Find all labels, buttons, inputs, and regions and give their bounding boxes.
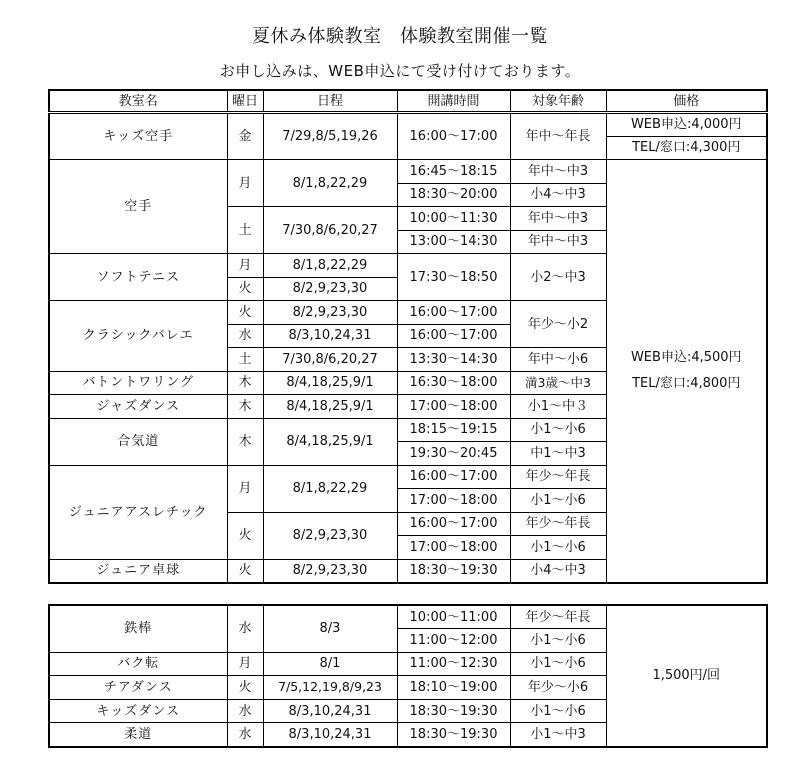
schedule-table-secondary	[48, 604, 768, 748]
class-name: 空手	[49, 160, 227, 254]
class-day: 火	[227, 512, 263, 559]
class-time: 11:00～12:30	[397, 652, 510, 676]
class-dates: 8/1	[263, 652, 397, 676]
page-title: 夏休み体験教室 体験教室開催一覧	[252, 26, 548, 47]
price-group-main	[606, 160, 767, 583]
class-time: 10:00～11:30	[397, 207, 510, 231]
class-name: ジャズダンス	[49, 395, 227, 419]
class-time: 11:00～12:00	[397, 629, 510, 653]
class-day: 水	[227, 324, 263, 348]
class-name: ジュニア卓球	[49, 559, 227, 583]
class-age: 小2～中3	[510, 254, 606, 301]
header-day: 曜日	[227, 90, 263, 113]
class-time: 17:00～18:00	[397, 489, 510, 513]
class-time: 13:00～14:30	[397, 230, 510, 254]
class-dates: 8/2,9,23,30	[263, 277, 397, 301]
table-row	[49, 160, 767, 184]
class-dates: 8/2,9,23,30	[263, 301, 397, 325]
class-age: 小1～小6	[510, 629, 606, 653]
class-time: 16:45～18:15	[397, 160, 510, 184]
class-dates: 8/4,18,25,9/1	[263, 418, 397, 465]
header-name: 教室名	[49, 90, 227, 113]
class-day: 水	[227, 699, 263, 723]
class-age: 年少～年長	[510, 512, 606, 536]
class-dates: 8/4,18,25,9/1	[263, 395, 397, 419]
class-age: 年中～中3	[510, 207, 606, 231]
class-day: 水	[227, 605, 263, 652]
page-subtitle: お申し込みは、WEB申込にて受け付けております。	[219, 62, 581, 80]
class-age: 小1～小6	[510, 489, 606, 513]
class-age: 年中～小6	[510, 348, 606, 372]
class-age: 小1～小6	[510, 652, 606, 676]
class-day: 土	[227, 348, 263, 372]
class-age: 年少～小2	[510, 301, 606, 348]
class-day: 火	[227, 676, 263, 700]
class-dates: 8/2,9,23,30	[263, 559, 397, 583]
class-age: 年中～中3	[510, 230, 606, 254]
class-age: 小1～小6	[510, 536, 606, 560]
class-time: 17:00～18:00	[397, 536, 510, 560]
table-header-row	[49, 90, 767, 113]
class-day: 木	[227, 418, 263, 465]
header-price: 価格	[606, 90, 767, 113]
class-age: 年中～年長	[510, 113, 606, 160]
class-time: 17:00～18:00	[397, 395, 510, 419]
class-name: キッズダンス	[49, 699, 227, 723]
price-tel: TEL/窓口:4,800円	[632, 375, 741, 391]
class-dates: 8/1,8,22,29	[263, 254, 397, 278]
class-time: 18:15～19:15	[397, 418, 510, 442]
class-time: 19:30～20:45	[397, 442, 510, 466]
class-day: 月	[227, 652, 263, 676]
class-dates: 8/3,10,24,31	[263, 324, 397, 348]
class-time: 16:00～17:00	[397, 113, 510, 160]
class-dates: 7/29,8/5,19,26	[263, 113, 397, 160]
class-age: 小1～中3	[510, 723, 606, 747]
class-age: 小1～中３	[510, 395, 606, 419]
class-age: 中1～中3	[510, 442, 606, 466]
class-time: 16:00～17:00	[397, 512, 510, 536]
class-day: 月	[227, 254, 263, 278]
class-day: 火	[227, 277, 263, 301]
class-time: 18:30～19:30	[397, 559, 510, 583]
price-web: WEB申込:4,000円	[606, 113, 767, 137]
class-name: ソフトテニス	[49, 254, 227, 301]
class-dates: 8/3	[263, 605, 397, 652]
class-age: 年少～小6	[510, 676, 606, 700]
header-dates: 日程	[263, 90, 397, 113]
price-tel: TEL/窓口:4,300円	[606, 136, 767, 160]
header-time: 開講時間	[397, 90, 510, 113]
class-time: 18:30～19:30	[397, 699, 510, 723]
class-dates: 8/2,9,23,30	[263, 512, 397, 559]
class-age: 小1～小6	[510, 418, 606, 442]
class-age: 小4～中3	[510, 183, 606, 207]
class-age: 年少～年長	[510, 605, 606, 629]
class-time: 16:30～18:00	[397, 371, 510, 395]
class-day: 火	[227, 559, 263, 583]
class-day: 水	[227, 723, 263, 747]
class-day: 金	[227, 113, 263, 160]
class-time: 18:10～19:00	[397, 676, 510, 700]
class-name: チアダンス	[49, 676, 227, 700]
class-dates: 8/3,10,24,31	[263, 723, 397, 747]
class-time: 18:30～19:30	[397, 723, 510, 747]
schedule-table-main	[48, 89, 768, 584]
class-name: 鉄棒	[49, 605, 227, 652]
class-dates: 7/5,12,19,8/9,23	[263, 676, 397, 700]
class-name: クラシックバレエ	[49, 301, 227, 372]
class-age: 小1～小6	[510, 699, 606, 723]
class-time: 16:00～17:00	[397, 465, 510, 489]
class-name: バク転	[49, 652, 227, 676]
class-day: 木	[227, 371, 263, 395]
class-age: 年中～中3	[510, 160, 606, 184]
class-day: 木	[227, 395, 263, 419]
class-day: 月	[227, 160, 263, 207]
class-dates: 7/30,8/6,20,27	[263, 207, 397, 254]
class-time: 17:30～18:50	[397, 254, 510, 301]
class-dates: 8/4,18,25,9/1	[263, 371, 397, 395]
class-name: 柔道	[49, 723, 227, 747]
class-time: 16:00～17:00	[397, 324, 510, 348]
class-name: ジュニアアスレチック	[49, 465, 227, 559]
price-group-secondary: 1,500円/回	[606, 605, 767, 747]
class-name: 合気道	[49, 418, 227, 465]
table-row	[49, 605, 767, 629]
class-name: キッズ空手	[49, 113, 227, 160]
class-time: 16:00～17:00	[397, 301, 510, 325]
class-dates: 7/30,8/6,20,27	[263, 348, 397, 372]
class-age: 年少～年長	[510, 465, 606, 489]
class-dates: 8/1,8,22,29	[263, 160, 397, 207]
class-dates: 8/3,10,24,31	[263, 699, 397, 723]
table-row	[49, 113, 767, 137]
class-age: 小4～中3	[510, 559, 606, 583]
class-time: 18:30～20:00	[397, 183, 510, 207]
class-time: 10:00～11:00	[397, 605, 510, 629]
class-age: 満3歳～中3	[510, 371, 606, 395]
class-time: 13:30～14:30	[397, 348, 510, 372]
price-web: WEB申込:4,500円	[630, 349, 742, 365]
class-day: 土	[227, 207, 263, 254]
class-dates: 8/1,8,22,29	[263, 465, 397, 512]
class-day: 火	[227, 301, 263, 325]
class-name: バトントワリング	[49, 371, 227, 395]
header-age: 対象年齢	[510, 90, 606, 113]
class-day: 月	[227, 465, 263, 512]
